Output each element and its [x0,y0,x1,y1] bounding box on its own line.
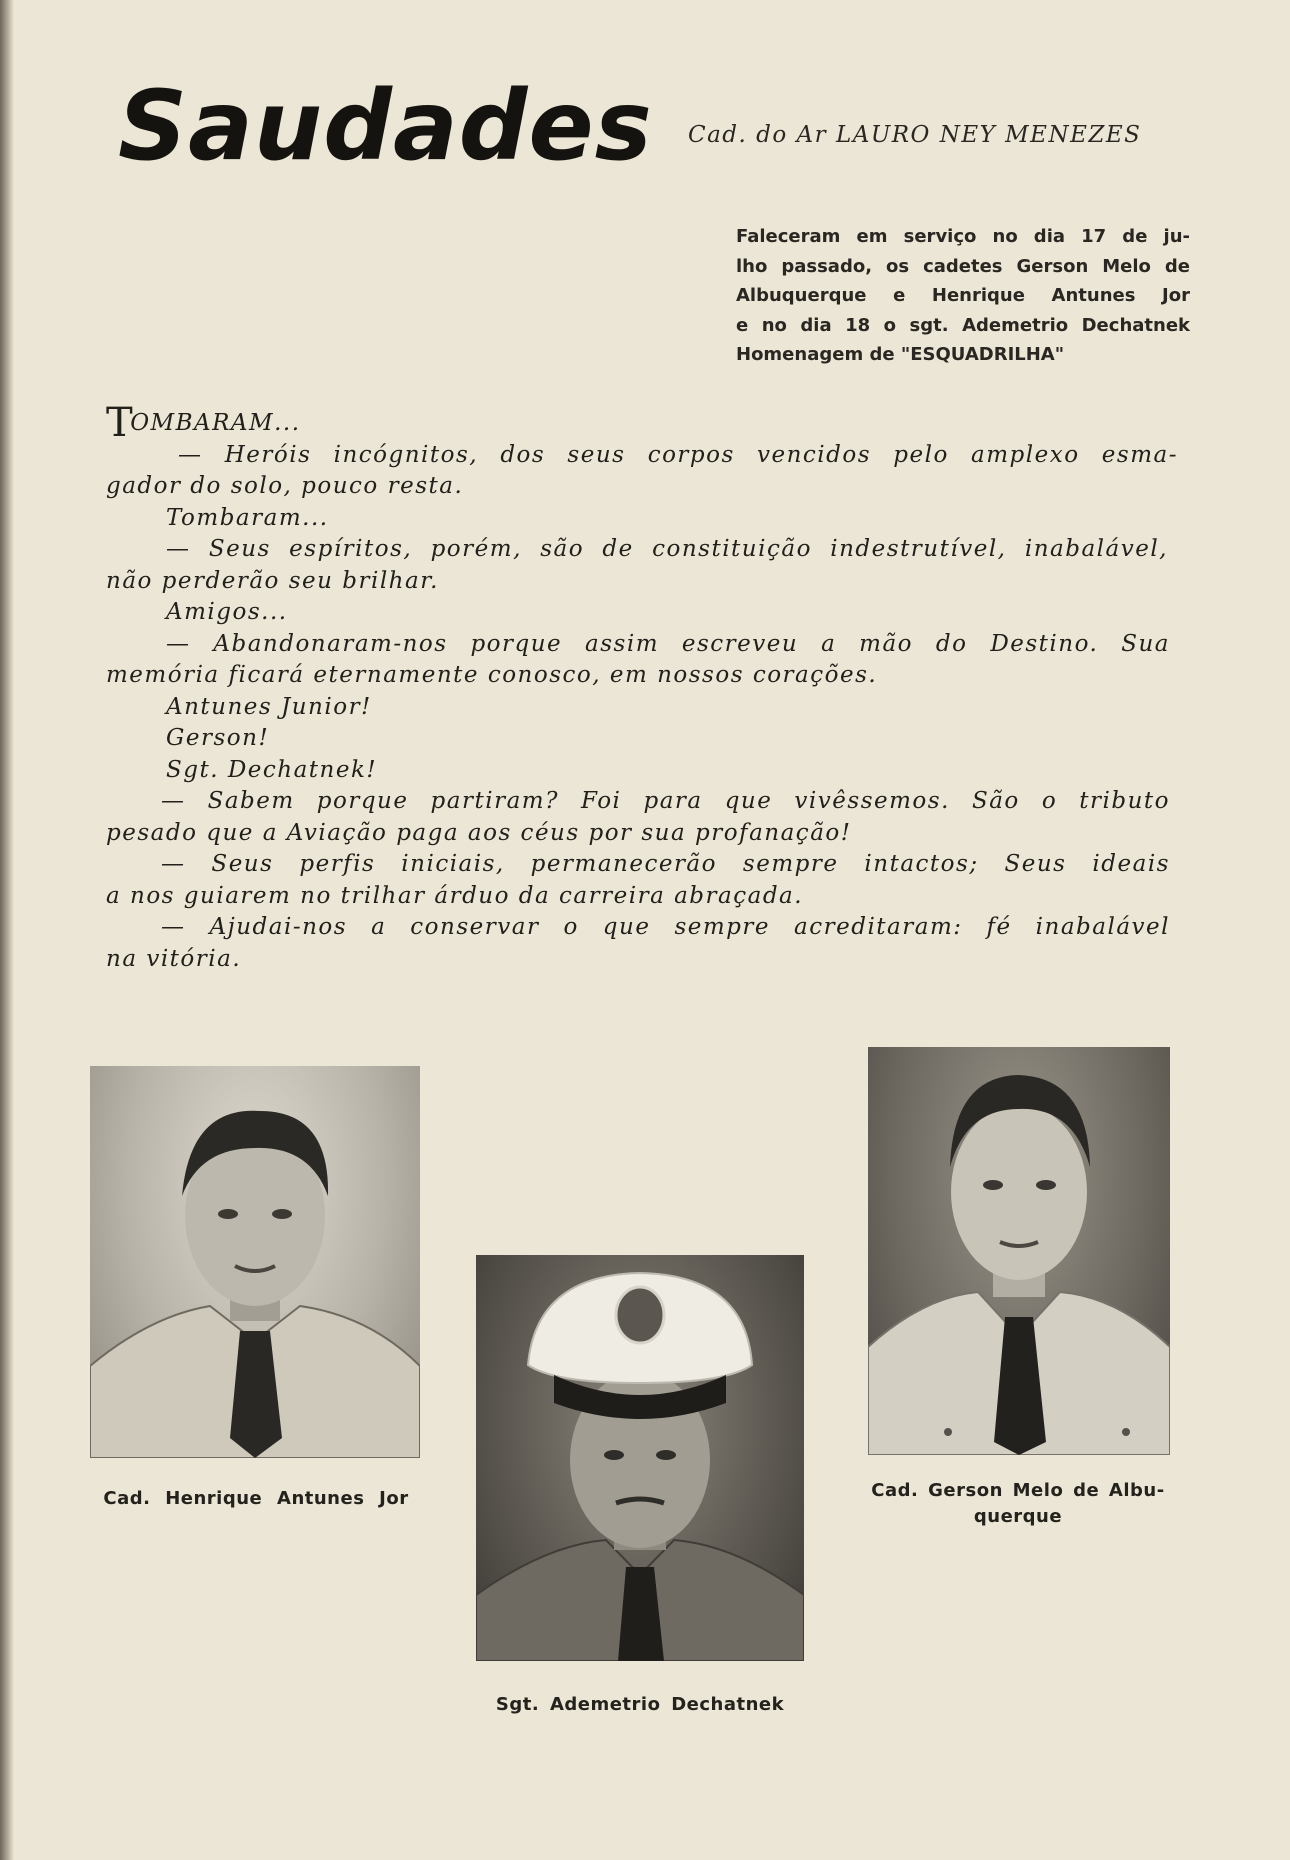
poem-line: Antunes Junior! [166,693,372,720]
intro-line: Homenagem de "ESQUADRILHA" [736,344,1065,365]
caption-dechatnek: Sgt. Ademetrio Dechatnek [495,1694,785,1715]
caption-gerson [868,1478,1168,1530]
intro-note [736,222,1190,370]
poem-line: memória ficará eternamente conosco, em nossos corações. [106,662,878,688]
intro-line: Faleceram em serviço no dia 17 de ju- [736,226,1190,247]
poem-line: Amigos... [166,599,288,625]
poem-line: não perderão seu brilhar. [106,567,439,594]
intro-line: lho passado, os cadetes Gerson Melo de [736,255,1190,277]
photo-ademetrio-dechatnek [476,1255,804,1661]
photo-henrique-antunes [90,1066,420,1458]
intro-line: Albuquerque e Henrique Antunes Jor [736,285,1190,306]
drop-cap: T [106,400,135,446]
poem-first-line-text: OMBARAM... [130,410,301,436]
poem-line: — Abandonaram-nos porque assim escreveu a mão do Destino. Sua [166,630,1170,657]
poem-line: gador do solo, pouco resta. [106,473,464,499]
photo-gerson-melo [868,1047,1170,1455]
intro-line: e no dia 18 o sgt. Ademetrio Dechatnek [736,314,1190,336]
caption-gerson-line: Cad. Gerson Melo de Albu- [871,1480,1165,1501]
caption-henrique: Cad. Henrique Antunes Jor [103,1488,409,1509]
poem-line: na vitória. [106,945,242,972]
portrait-silhouette [868,1047,1170,1455]
caption-gerson-line: querque [973,1506,1063,1527]
poem-line: — Heróis incógnitos, dos seus corpos vencidos pelo amplexo esma- [178,441,1178,468]
poem-line: — Seus perfis iniciais, permanecerão sempre intactos; Seus ideais [161,851,1170,877]
poem-line: — Ajudai-nos a conservar o que sempre acreditaram: fé inabalável [161,914,1170,940]
page-title: Saudades [118,70,653,182]
author-byline: Cad. do Ar LAURO NEY MENEZES [688,122,1142,148]
page-spine-shadow [0,0,14,1860]
poem-line: Sgt. Dechatnek! [166,756,378,783]
tribute-text [106,400,1178,975]
poem-first-line [106,400,1170,446]
poem-line: a nos guiarem no trilhar árduo da carreira abraçada. [106,882,804,909]
poem-line: pesado que a Aviação paga aos céus por sua profanação! [106,819,852,846]
portrait-silhouette [90,1066,420,1458]
poem-line: Gerson! [166,725,270,751]
poem-line: Tombaram... [166,504,329,531]
portrait-silhouette [476,1255,804,1661]
poem-line: — Seus espíritos, porém, são de constituição indestrutível, inabalável, [166,536,1168,562]
poem-line: — Sabem porque partiram? Foi para que vivêssemos. São o tributo [161,788,1170,814]
